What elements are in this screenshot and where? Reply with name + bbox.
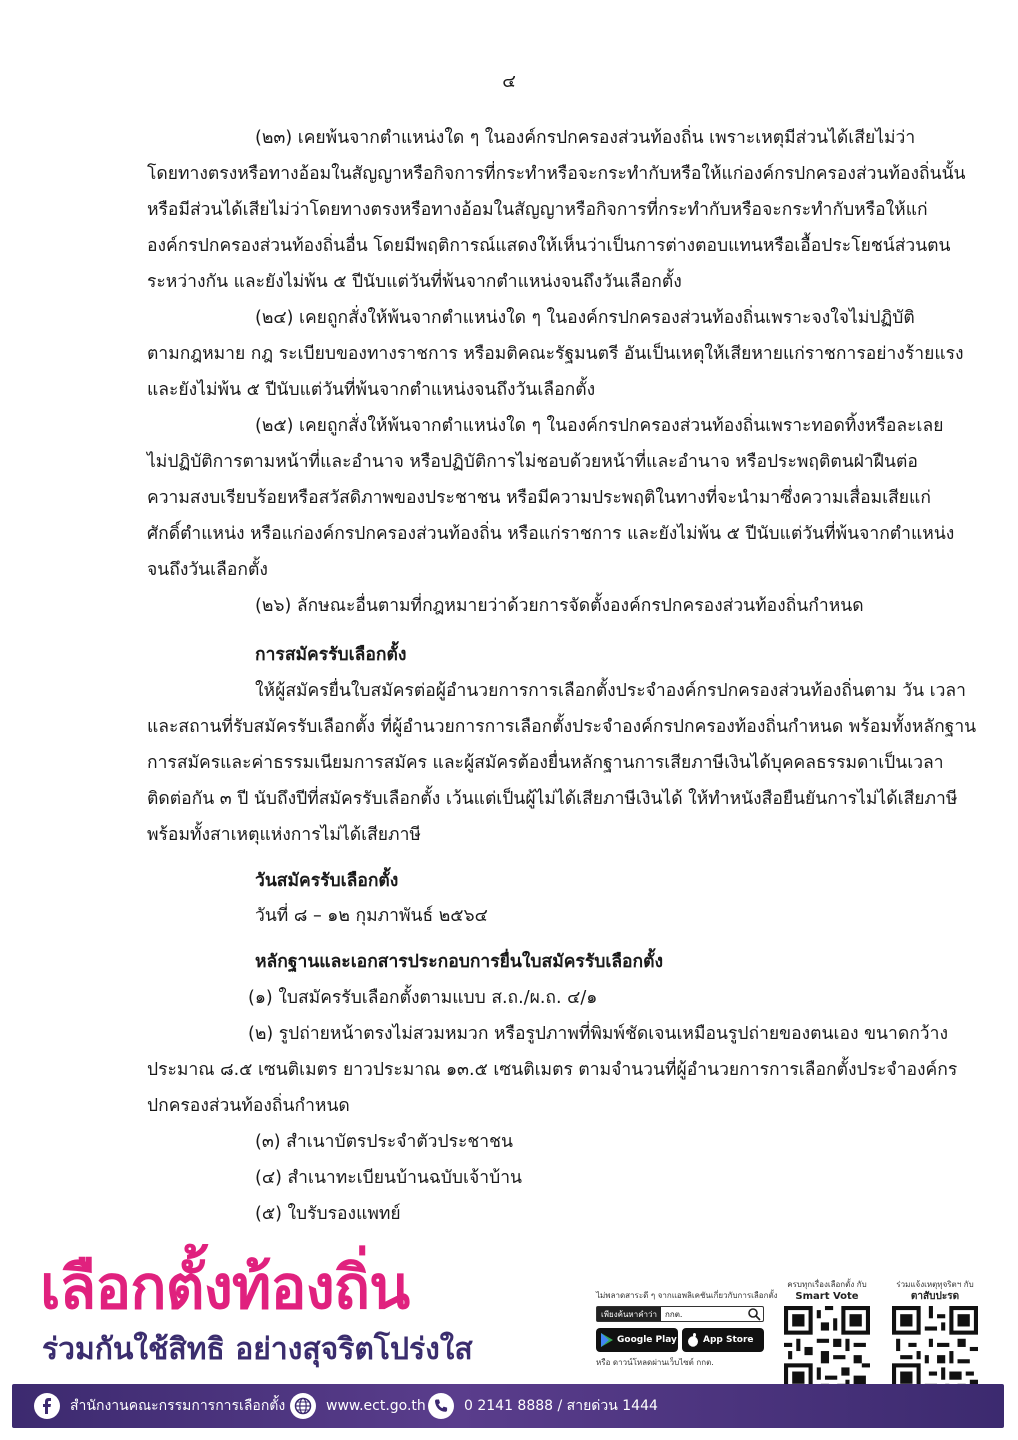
footer-banner [0,1250,1018,1440]
document-item-4: (๔) สำเนาทะเบียนบ้านฉบับเจ้าบ้าน [255,1168,522,1188]
document-item-5: (๕) ใบรับรองแพทย์ [255,1204,401,1224]
document-item-2-line-2: ประมาณ ๘.๕ เซนติเมตร ยาวประมาณ ๑๓.๕ เซนติเมตร ตามจำนวนที่ผู้อำนวยการการเลือกตั้งประจำองค์กร [147,1060,958,1080]
section-documents-heading: หลักฐานและเอกสารประกอบการยื่นใบสมัครรับเลือกตั้ง [255,952,664,972]
para-23-line-5: ระหว่างกัน และยังไม่พ้น ๕ ปีนับแต่วันที่พ้นจากตำแหน่งจนถึงวันเลือกตั้ง [147,272,682,292]
qr2-name: ตาสับปะรด [910,1291,960,1302]
para-25-line-3: ความสงบเรียบร้อยหรือสวัสดิภาพของประชาชน หรือมีความประพฤติในทางที่จะนำมาซึ่งความเสื่อมเสียแก่ [147,488,931,508]
phone-contact[interactable] [428,1384,658,1428]
application-line-5: พร้อมทั้งสาเหตุแห่งการไม่ได้เสียภาษี [147,825,421,845]
facebook-icon [34,1393,60,1419]
app-search-box [596,1306,764,1322]
qr1-caption: ครบทุกเรื่องเลือกตั้ง กับ [787,1280,867,1289]
apple-icon [687,1333,699,1347]
qr1-name: Smart Vote [795,1291,859,1302]
phone-icon [428,1393,454,1419]
qr-code-icon[interactable] [784,1306,870,1392]
para-25-line-1: (๒๕) เคยถูกสั่งให้พ้นจากตำแหน่งใด ๆ ในองค์กรปกครองส่วนท้องถิ่นเพราะทอดทิ้งหรือละเลย [255,416,944,436]
document-item-3: (๓) สำเนาบัตรประจำตัวประชาชน [255,1132,513,1152]
para-24-line-2: ตามกฎหมาย กฎ ระเบียบของทางราชการ หรือมติคณะรัฐมนตรี อันเป็นเหตุให้เสียหายแก่ราชการอย่างร้ายแรง [147,344,964,364]
globe-icon [290,1393,316,1419]
application-line-1: ให้ผู้สมัครยื่นใบสมัครต่อผู้อำนวยการการเลือกตั้งประจำองค์กรปกครองส่วนท้องถิ่นตาม วัน เวลา [255,681,966,701]
campaign-subtitle: ร่วมกันใช้สิทธิ อย่างสุจริตโปร่งใส [42,1332,473,1367]
section-application-heading: การสมัครรับเลือกตั้ง [255,645,407,665]
application-dates: วันที่ ๘ – ๑๒ กุมภาพันธ์ ๒๕๖๔ [255,906,488,926]
page-number: ๔ [502,71,516,92]
para-23-line-3: หรือมีส่วนได้เสียไม่ว่าโดยทางตรงหรือทางอ้อมในสัญญาหรือกิจการที่กระทำกับหรือจะกระทำกับหรือให้แก่ [147,200,928,220]
app-store-label: App Store [703,1335,754,1345]
para-25-line-2: ไม่ปฏิบัติการตามหน้าที่และอำนาจ หรือปฏิบัติการไม่ชอบด้วยหน้าที่และอำนาจ หรือประพฤติตนฝ่าฝืนต่อ [147,452,918,472]
application-line-2: และสถานที่รับสมัครรับเลือกตั้ง ที่ผู้อำนวยการการเลือกตั้งประจำองค์กรปกครองท้องถิ่นกำหนด พร้อมทั้งหลักฐาน [147,717,977,737]
document-item-1: (๑) ใบสมัครรับเลือกตั้งตามแบบ ส.ถ./ผ.ถ. ๔/๑ [248,988,598,1008]
application-line-3: การสมัครและค่าธรรมเนียมการสมัคร และผู้สมัครต้องยื่นหลักฐานการเสียภาษีเงินได้บุคคลธรรมดาเป็นเวลา [147,753,944,773]
document-item-2-line-3: ปกครองส่วนท้องถิ่นกำหนด [147,1096,350,1116]
document-item-2-line-1: (๒) รูปถ่ายหน้าตรงไม่สวมหมวก หรือรูปภาพที่พิมพ์ชัดเจนเหมือนรูปถ่ายของตนเอง ขนาดกว้าง [248,1024,949,1044]
qr-smart-vote [782,1280,872,1396]
application-line-4: ติดต่อกัน ๓ ปี นับถึงปีที่สมัครรับเลือกตั้ง เว้นแต่เป็นผู้ไม่ได้เสียภาษีเงินได้ ให้ทำหนังสือยืนยันการไม่ได้เสียภาษี [147,789,958,809]
para-24-line-1: (๒๔) เคยถูกสั่งให้พ้นจากตำแหน่งใด ๆ ในองค์กรปกครองส่วนท้องถิ่นเพราะจงใจไม่ปฏิบัติ [255,308,915,328]
app-store-button[interactable] [682,1328,764,1352]
google-play-icon [601,1333,613,1347]
google-play-button[interactable] [596,1328,678,1352]
para-25-line-5: จนถึงวันเลือกตั้ง [147,560,268,580]
para-26-line-1: (๒๖) ลักษณะอื่นตามที่กฎหมายว่าด้วยการจัดตั้งองค์กรปกครองส่วนท้องถิ่นกำหนด [255,596,864,616]
search-icon [747,1307,761,1321]
campaign-title: เลือกตั้งท้องถิ่น [40,1253,410,1323]
facebook-contact[interactable] [34,1384,285,1428]
para-25-line-4: ศักดิ์ตำแหน่ง หรือแก่องค์กรปกครองส่วนท้องถิ่น หรือแก่ราชการ และยังไม่พ้น ๕ ปีนับแต่วันที่พ้นจากตำแหน่ง [147,524,955,544]
search-value: กกต. [665,1309,683,1319]
app-promo [596,1290,776,1369]
para-23-line-1: (๒๓) เคยพ้นจากตำแหน่งใด ๆ ในองค์กรปกครองส่วนท้องถิ่น เพราะเหตุมีส่วนได้เสียไม่ว่า [255,128,916,148]
search-label: เพียงค้นหาคำว่า [597,1307,661,1321]
download-note: หรือ ดาวน์โหลดผ่านเว็บไซต์ กกต. [596,1358,714,1367]
para-23-line-4: องค์กรปกครองส่วนท้องถิ่นอื่น โดยมีพฤติการณ์แสดงให้เห็นว่าเป็นการต่างตอบแทนหรือเอื้อประโยชน์ส่วนตน [147,236,951,256]
phone-number: 0 2141 8888 / สายด่วน 1444 [464,1398,658,1414]
qr2-caption: ร่วมแจ้งเหตุทุจริตฯ กับ [896,1280,974,1289]
website-contact[interactable] [290,1384,426,1428]
qr-ta-sapparot [890,1280,980,1396]
qr-code-icon[interactable] [892,1306,978,1392]
org-name: สำนักงานคณะกรรมการการเลือกตั้ง [70,1398,286,1414]
google-play-label: Google Play [617,1335,677,1345]
contact-bar [12,1384,1004,1428]
promo-text: ไม่พลาดสาระดี ๆ จากแอพลิเคชันเกี่ยวกับการเลือกตั้ง [596,1291,778,1300]
store-buttons [596,1328,776,1352]
section-dates-heading: วันสมัครรับเลือกตั้ง [255,871,399,891]
para-24-line-3: และยังไม่พ้น ๕ ปีนับแต่วันที่พ้นจากตำแหน่งจนถึงวันเลือกตั้ง [147,380,596,400]
website-link: www.ect.go.th [326,1398,426,1414]
para-23-line-2: โดยทางตรงหรือทางอ้อมในสัญญาหรือกิจการที่กระทำหรือจะกระทำกับหรือให้แก่องค์กรปกครองส่วนท้องถิ่นนั้น [147,164,966,184]
